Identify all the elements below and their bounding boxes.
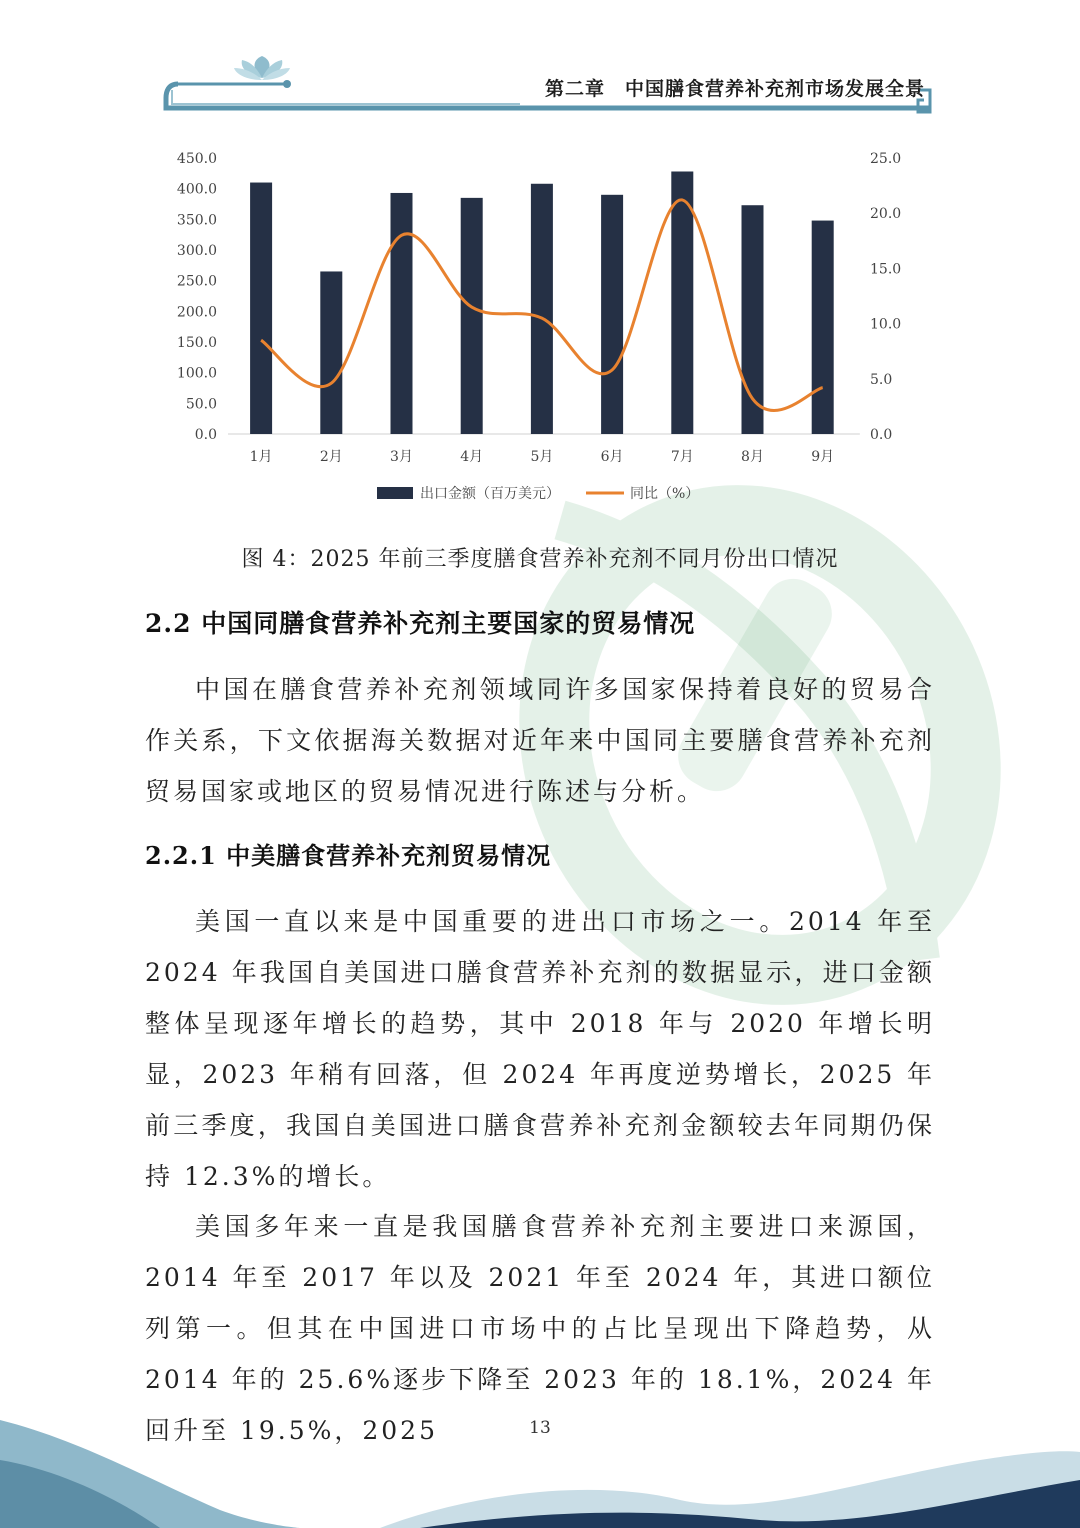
y-left-tick-label: 200.0 <box>176 304 217 321</box>
paragraph-2-2-1-b: 美国多年来一直是我国膳食营养补充剂主要进口来源国，2014 年至 2017 年以及 2021 年至 2024 年，其进口额位列第一。但其在中国进口市场中的占比呈现出下降趋势，从 2014 年的 25.6%逐步下降至 2023 年的 18.1%，2024 年回升至 19.5%，2025 <box>145 1212 935 1445</box>
y-right-tick-label: 5.0 <box>870 371 893 388</box>
x-tick-label: 8月 <box>741 449 764 465</box>
lotus-icon <box>234 56 290 80</box>
bar-3 <box>391 193 413 434</box>
x-tick-label: 1月 <box>249 449 273 465</box>
legend-line-label: 同比（%） <box>630 486 700 502</box>
x-tick-label: 3月 <box>390 449 413 465</box>
y-right-tick-label: 0.0 <box>870 427 893 443</box>
y-left-tick-label: 50.0 <box>185 396 217 413</box>
y-right-tick-label: 25.0 <box>870 151 902 167</box>
legend-bar-label: 出口金额（百万美元） <box>420 486 560 502</box>
figure-caption: 图 4：2025 年前三季度膳食营养补充剂不同月份出口情况 <box>241 547 839 572</box>
bar-6 <box>601 195 623 434</box>
section-heading-2-2-1: 2.2.1 中美膳食营养补充剂贸易情况 <box>145 841 552 870</box>
bar-9 <box>812 221 834 434</box>
x-tick-label: 6月 <box>600 449 624 465</box>
y-right-tick-label: 15.0 <box>870 261 902 278</box>
legend-bar-swatch <box>377 487 413 499</box>
bar-5 <box>531 184 553 434</box>
y-right-tick-label: 20.0 <box>870 206 902 223</box>
x-tick-label: 9月 <box>811 449 835 465</box>
y-left-tick-label: 150.0 <box>176 335 217 351</box>
y-right-tick-label: 10.0 <box>870 316 902 333</box>
y-left-tick-label: 300.0 <box>176 243 217 259</box>
bar-2 <box>320 271 342 434</box>
x-tick-label: 2月 <box>319 449 343 465</box>
y-left-tick-label: 0.0 <box>194 427 217 443</box>
x-tick-label: 5月 <box>530 449 554 465</box>
x-tick-label: 4月 <box>460 449 484 465</box>
section-heading-2-2: 2.2 中国同膳食营养补充剂主要国家的贸易情况 <box>145 609 696 638</box>
bar-7 <box>671 171 693 434</box>
paragraph-2-2-1-a: 美国一直以来是中国重要的进出口市场之一。2014 年至 2024 年我国自美国进口膳食营养补充剂的数据显示，进口金额整体呈现逐年增长的趋势，其中 2018 年与 2020 年增长明显，2023 年稍有回落，但 2024 年再度逆势增长，2025 年前三季度，我国自美国进口膳食营养补充剂金额较去年同期仍保持 12.3%的增长。 <box>145 907 935 1191</box>
export-chart <box>0 130 1080 520</box>
chapter-title: 第二章 中国膳食营养补充剂市场发展全景 <box>545 78 926 100</box>
bar-1 <box>250 183 272 434</box>
page-number: 13 <box>529 1418 551 1438</box>
bar-4 <box>461 198 483 434</box>
paragraph-2-2: 中国在膳食营养补充剂领域同许多国家保持着良好的贸易合作关系，下文依据海关数据对近年来中国同主要膳食营养补充剂贸易国家或地区的贸易情况进行陈述与分析。 <box>145 675 935 806</box>
y-left-tick-label: 250.0 <box>176 273 217 290</box>
y-left-tick-label: 450.0 <box>176 151 217 167</box>
y-left-tick-label: 100.0 <box>176 365 217 382</box>
y-left-tick-label: 400.0 <box>176 181 217 198</box>
y-left-tick-label: 350.0 <box>176 212 217 229</box>
x-tick-label: 7月 <box>670 449 694 465</box>
